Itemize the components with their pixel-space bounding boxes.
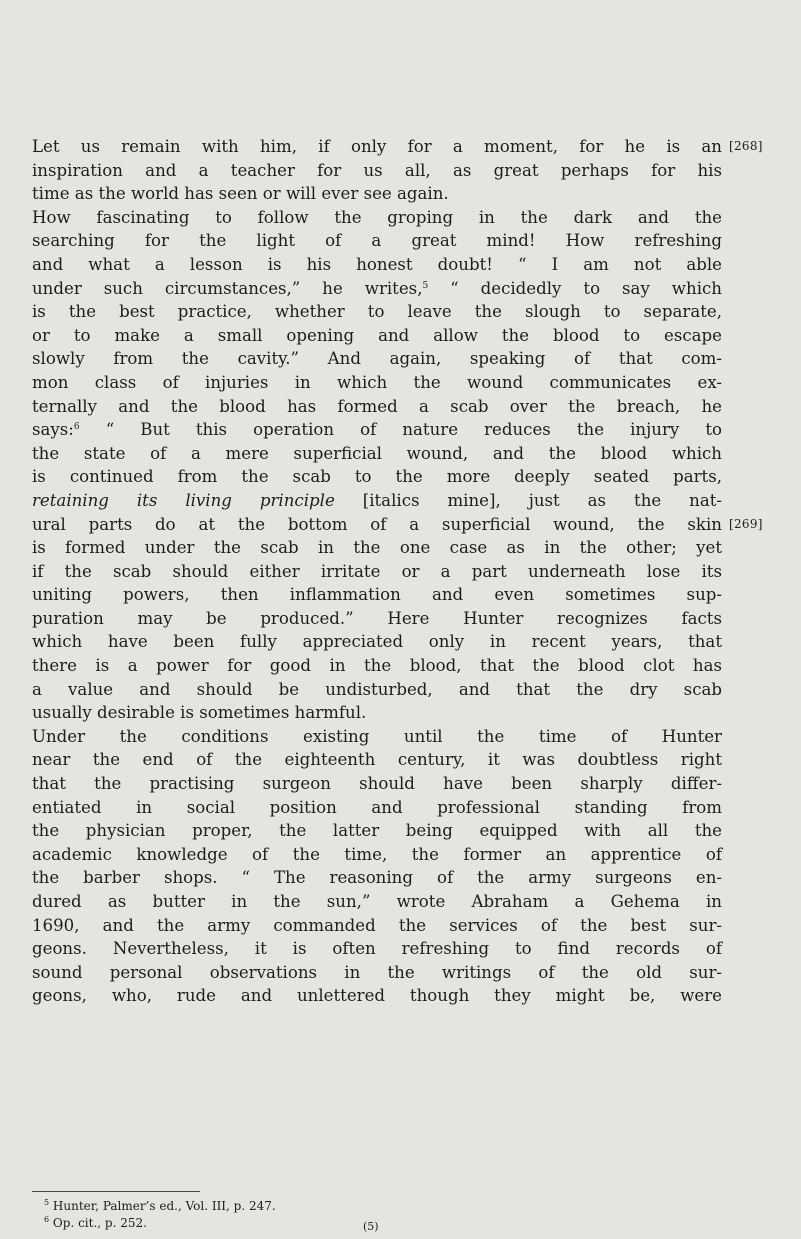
text-line: academic knowledge of the time, the former an apprentice of: [32, 844, 722, 864]
margin-page-ref-269: [269]: [729, 517, 763, 531]
text-line: [32, 418, 722, 442]
text-line: the state of a mere superficial wound, and the blood which: [32, 443, 722, 463]
text-line: geons. Nevertheless, it is often refreshing to find records of: [32, 939, 722, 959]
margin-page-ref-268: [268]: [729, 139, 763, 153]
text-line: dured as butter in the sun,” wrote Abraham a Gehema in: [32, 892, 722, 911]
text-run: “ But this operation of nature reduces the injury to: [79, 420, 722, 440]
text-line: is formed under the scab in the one case as in the other; yet: [32, 538, 722, 558]
text-line: is continued from the scab to the more deeply seated parts,: [32, 467, 722, 487]
footnote-mark: 6: [44, 1215, 50, 1224]
text-line: ural parts do at the bottom of a superficial wound, the skin: [32, 514, 722, 534]
text-line: How fascinating to follow the groping in the dark and the: [32, 207, 722, 227]
text-line: usually desirable is sometimes harmful.: [32, 703, 367, 723]
text-line: 1690, and the army commanded the services of the best sur-: [32, 915, 722, 935]
text-run: “ decidedly to say which: [428, 278, 722, 298]
text-line: Let us remain with him, if only for a moment, for he is an: [32, 137, 722, 156]
text-run: under such circumstances,” he writes,: [32, 278, 423, 298]
footnote: [44, 1196, 276, 1213]
text-line: if the scab should either irritate or a part underneath lose its: [32, 561, 722, 581]
text-line: puration may be produced.” Here Hunter recognizes facts: [32, 608, 722, 628]
footnote: [44, 1213, 276, 1230]
text-line: inspiration and a teacher for us all, as great perhaps for his: [32, 160, 722, 180]
text-line: [32, 489, 722, 513]
footnote-divider: [32, 1191, 200, 1192]
footnote-text: Hunter, Palmer’s ed., Vol. III, p. 247.: [52, 1199, 276, 1213]
text-line: that the practising surgeon should have been sharply differ-: [32, 774, 722, 794]
body-text: [32, 135, 722, 1008]
text-line: the barber shops. “ The reasoning of the army surgeons en-: [32, 868, 722, 888]
text-line: Under the conditions existing until the time of Hunter: [32, 726, 722, 746]
footnote-mark: 5: [44, 1198, 50, 1207]
footnote-ref-5: 5: [422, 280, 429, 291]
text-line: and what a lesson is his honest doubt! “ I am not able: [32, 254, 722, 274]
text-line: time as the world has seen or will ever see again.: [32, 184, 449, 204]
text-line: a value and should be undisturbed, and that the dry scab: [32, 679, 722, 699]
page-number: (5): [363, 1220, 379, 1233]
text-run: [italics mine], just as the nat-: [334, 490, 723, 510]
text-line: mon class of injuries in which the wound communicates ex-: [32, 372, 722, 392]
italic-phrase: retaining its living principle: [32, 490, 335, 510]
text-line: entiated in social position and professional standing from: [32, 797, 722, 817]
text-line: near the end of the eighteenth century, it was doubtless right: [32, 750, 722, 770]
text-line: ternally and the blood has formed a scab over the breach, he: [32, 396, 722, 416]
text-line: sound personal observations in the writings of the old sur-: [32, 962, 722, 982]
text-line: [32, 277, 722, 301]
text-line: is the best practice, whether to leave the slough to separate,: [32, 302, 722, 322]
text-line: the physician proper, the latter being equipped with all the: [32, 821, 722, 841]
text-run: says:: [32, 420, 74, 440]
text-line: or to make a small opening and allow the blood to escape: [32, 325, 722, 345]
text-line: searching for the light of a great mind! How refreshing: [32, 231, 722, 251]
footnotes: [44, 1196, 276, 1230]
footnote-ref-6: 6: [73, 422, 80, 433]
text-line: slowly from the cavity.” And again, speaking of that com-: [32, 349, 722, 369]
footnote-text: Op. cit., p. 252.: [52, 1216, 147, 1230]
text-line: geons, who, rude and unlettered though they might be, were: [32, 986, 722, 1006]
text-line: which have been fully appreciated only in recent years, that: [32, 632, 722, 652]
text-line: uniting powers, then inflammation and even sometimes sup-: [32, 585, 722, 605]
text-line: there is a power for good in the blood, that the blood clot has: [32, 656, 722, 676]
